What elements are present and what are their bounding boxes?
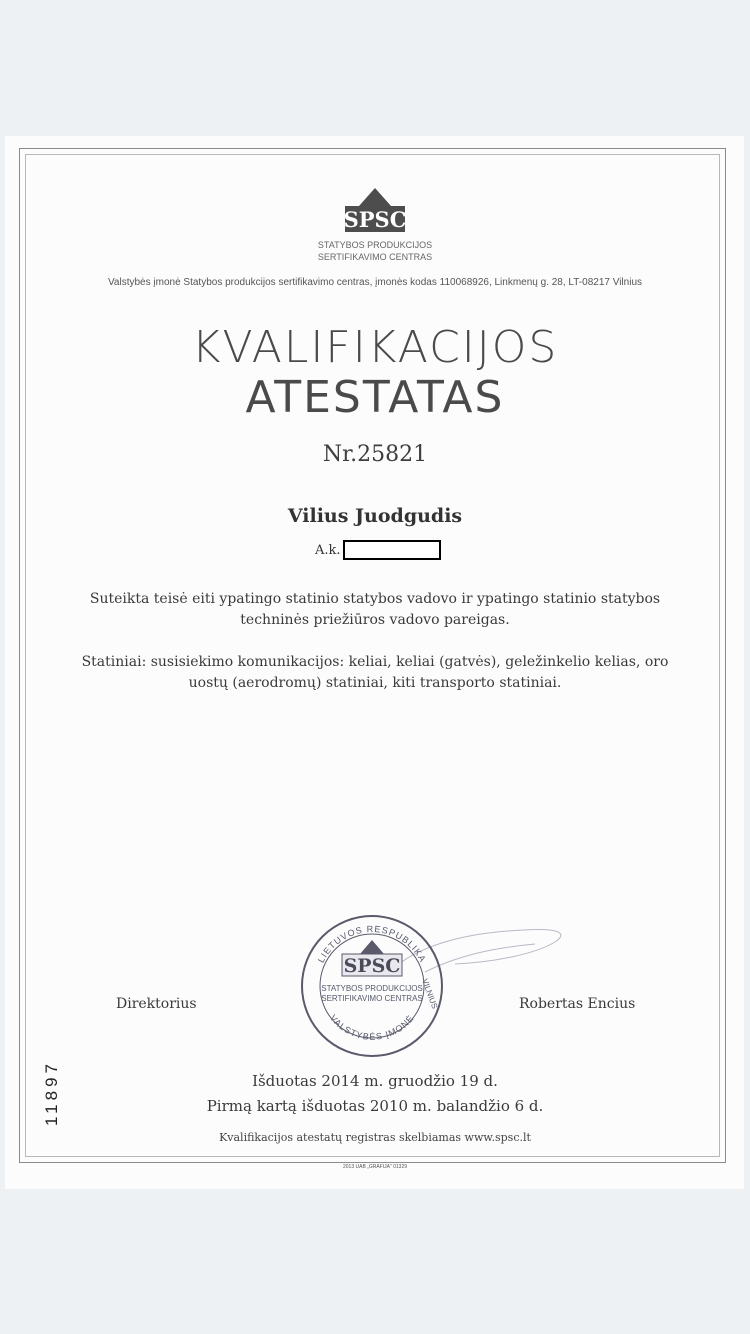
structures-line-1: Statiniai: susisiekimo komunikacijos: keliai, keliai (gatvės), geležinkelio kelias, oro — [81, 654, 669, 670]
personal-code-row — [315, 539, 441, 561]
personal-code-label: A.k. — [315, 542, 341, 558]
stamp-right-text: VILNIUS — [420, 977, 440, 1010]
director-label: Direktorius — [116, 996, 197, 1012]
signer-name: Robertas Encius — [519, 996, 636, 1012]
logo-line2: SERTIFIKAVIMO CENTRAS — [317, 252, 433, 262]
logo-line1: STATYBOS PRODUKCIJOS — [317, 240, 433, 250]
structures-paragraph — [0, 652, 750, 694]
issue-date: Išduotas 2014 m. gruodžio 19 d. — [252, 1072, 498, 1090]
stamp-bottom-text: VALSTYBĖS ĮMONĖ — [327, 1012, 417, 1042]
redaction-box — [343, 540, 441, 560]
issuer-address: Valstybės įmonė Statybos produkcijos sertifikavimo centras, įmonės kodas 110068926, Linkmenų g. 28, LT-08217 Vilnius — [108, 277, 642, 288]
rights-line-2: techninės priežiūros vadovo pareigas. — [240, 612, 510, 628]
spsc-logo — [317, 186, 433, 266]
serial-number-text: 11897 — [42, 1059, 62, 1127]
structures-line-2: uostų (aerodromų) statiniai, kiti transporto statiniai. — [188, 675, 562, 691]
stamp-brand: SPSC — [343, 955, 401, 977]
certificate-number: Nr.25821 — [322, 442, 428, 467]
logo-brand-text: SPSC — [343, 207, 407, 232]
registry-note: Kvalifikacijos atestatų registras skelbiamas www.spsc.lt — [219, 1131, 531, 1144]
title-line-2: ATESTATAS — [245, 372, 505, 423]
printer-note: 2013 UAB „GRAFIJA" 01329 — [342, 1164, 408, 1170]
rights-paragraph — [0, 589, 750, 631]
stamp-top-text: LIETUVOS RESPUBLIKA — [315, 923, 429, 965]
svg-text:VALSTYBĖS ĮMONĖ — [328, 1013, 416, 1042]
serial-number — [37, 1058, 67, 1128]
rights-line-1: Suteikta teisė eiti ypatingo statinio statybos vadovo ir ypatingo statinio statybos — [89, 591, 661, 607]
stamp-line2: SERTIFIKAVIMO CENTRAS — [321, 994, 423, 1003]
official-stamp — [298, 912, 446, 1060]
holder-name: Vilius Juodgudis — [287, 505, 463, 527]
stamp-line1: STATYBOS PRODUKCIJOS — [321, 984, 423, 993]
first-issue-date: Pirmą kartą išduotas 2010 m. balandžio 6 d. — [206, 1097, 544, 1115]
title-line-1: KVALIFIKACIJOS — [191, 322, 559, 373]
